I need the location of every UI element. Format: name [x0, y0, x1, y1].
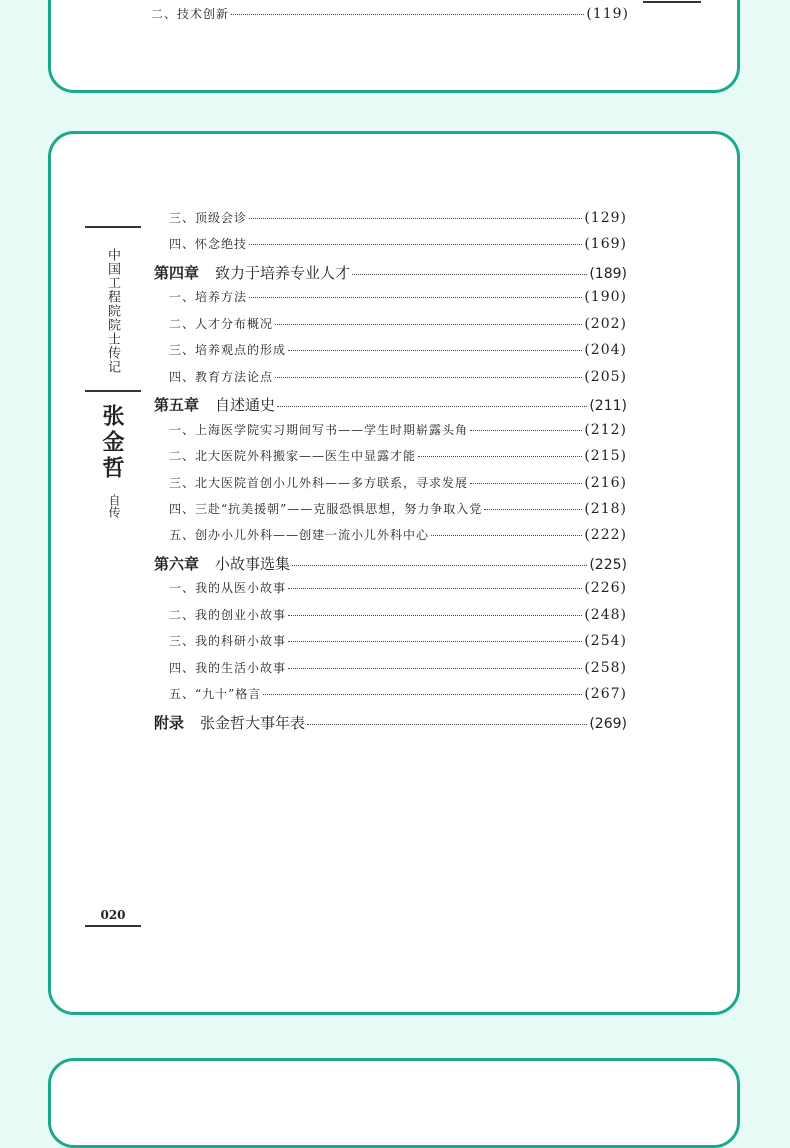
toc-leader-dots: [275, 377, 582, 378]
toc-entry-title: [154, 712, 305, 733]
toc-entry-title: 二、我的创业小故事: [169, 607, 287, 622]
toc-entry-page: (218): [584, 500, 627, 517]
toc-section-row: [169, 421, 627, 438]
toc-section-row: [169, 526, 627, 543]
toc-section-row: [169, 659, 627, 676]
toc-section-row: [169, 500, 627, 517]
toc-entry-title: [154, 394, 275, 415]
toc-section-row: [169, 606, 627, 623]
toc-leader-dots: [288, 668, 582, 669]
chapter-title: 张金哲大事年表: [200, 713, 306, 732]
toc-entry-title: [154, 553, 290, 574]
toc-leader-dots: [263, 694, 582, 695]
book-page-card: [48, 131, 740, 1015]
person-name: 张金哲: [99, 404, 125, 482]
previous-page-card: [48, 0, 740, 93]
toc-entry-title: 五、创办小儿外科——创建一流小儿外科中心: [169, 528, 430, 543]
toc-leader-dots: [288, 641, 582, 642]
chapter-label: 第五章: [154, 396, 200, 415]
toc-chapter-row: [154, 553, 627, 574]
toc-entry-page: (119): [586, 6, 629, 22]
toc-leader-dots: [249, 297, 582, 298]
toc-entry-page: (202): [584, 315, 627, 332]
toc-entry-page: (204): [584, 342, 627, 359]
toc-entry-page: (129): [584, 210, 627, 226]
page-number-rule: [85, 925, 141, 927]
toc-leader-dots: [431, 535, 582, 536]
toc-leader-dots: [470, 430, 582, 431]
toc-entry-title: 一、上海医学院实习期间写书——学生时期崭露头角: [169, 422, 469, 437]
toc-entry-page: (190): [584, 289, 627, 306]
toc-entry: [151, 5, 629, 22]
toc-leader-dots: [249, 218, 582, 219]
toc-entry-page: (267): [584, 686, 627, 703]
toc-entry-title: 三、顶级会诊: [169, 211, 248, 225]
toc-section-row: [169, 341, 627, 358]
toc-leader-dots: [249, 244, 582, 245]
sidebar-mid-rule: [85, 390, 141, 392]
toc-leader-dots: [277, 406, 587, 407]
toc-entry-title: 二、人才分布概况: [169, 316, 274, 331]
toc-entry-page: (225): [589, 556, 627, 573]
toc-entry-page: (254): [584, 633, 627, 650]
toc-leader-dots: [470, 483, 582, 484]
toc-section-row: [169, 579, 627, 596]
subtitle: 自传: [107, 494, 121, 518]
toc-leader-dots: [231, 14, 584, 15]
chapter-title: 致力于培养专业人才: [215, 263, 351, 282]
toc-chapter-row: [154, 394, 627, 415]
toc-entry-title: 四、怀念绝技: [169, 237, 248, 252]
toc-entry-page: (215): [584, 448, 627, 465]
toc-entry-title: 三、培养观点的形成: [169, 343, 287, 358]
toc-entry-page: (258): [584, 659, 627, 676]
toc-leader-dots: [307, 724, 587, 725]
toc-entry-title: 一、我的从医小故事: [169, 581, 287, 596]
toc-entry-title: 四、教育方法论点: [169, 369, 274, 384]
toc-entry-title: 四、三赴“抗美援朝”——克服恐惧思想，努力争取入党: [169, 501, 483, 516]
toc-entry-page: (248): [584, 606, 627, 623]
sidebar-top-rule: [85, 226, 141, 228]
toc-entry-page: (269): [589, 715, 627, 732]
toc-leader-dots: [292, 565, 587, 566]
toc-chapter-row: [154, 712, 627, 733]
toc-entry-page: (169): [584, 236, 627, 253]
toc-leader-dots: [352, 274, 587, 275]
chapter-label: 第六章: [154, 554, 200, 573]
chapter-title: 自述通史: [215, 396, 276, 415]
toc-section-row: [169, 632, 627, 649]
toc-entry-title: 一、培养方法: [169, 290, 248, 305]
toc-entry-title: 三、北大医院首创小儿外科——多方联系，寻求发展: [169, 475, 469, 490]
toc-leader-dots: [288, 588, 582, 589]
toc-section-row: [169, 235, 627, 252]
toc-leader-dots: [288, 350, 582, 351]
toc-section-row: [169, 288, 627, 305]
toc-entry-page: (189): [589, 265, 627, 282]
series-title: 中国工程院院士传记: [105, 248, 120, 374]
toc-entry-page: (226): [584, 580, 627, 597]
toc-section-row: [169, 685, 627, 702]
toc-section-row: [169, 447, 627, 464]
toc-section-row: [169, 368, 627, 385]
chapter-title: 小故事选集: [215, 554, 291, 573]
toc-entry-page: (212): [584, 421, 627, 438]
page-number: 020: [100, 908, 126, 922]
toc-entry-title: 四、我的生活小故事: [169, 660, 287, 675]
toc-entry-page: (222): [584, 527, 627, 544]
toc-entry-title: 三、我的科研小故事: [169, 634, 287, 649]
toc-entry-title: 二、技术创新: [151, 7, 230, 21]
toc-entry-title: 五、“九十”格言: [169, 687, 262, 702]
toc-entry-title: 二、北大医院外科搬家——医生中显露才能: [169, 449, 417, 464]
toc-chapter-row: [154, 262, 627, 283]
toc-leader-dots: [418, 456, 582, 457]
header-rule: [643, 1, 701, 3]
toc-section-row: [169, 474, 627, 491]
toc-leader-dots: [288, 615, 582, 616]
chapter-label: 第四章: [154, 263, 200, 282]
toc-section-row: [169, 315, 627, 332]
next-page-card: [48, 1058, 740, 1148]
chapter-label: 附录: [154, 713, 185, 732]
toc-entry-page: (205): [584, 368, 627, 385]
toc-entry-page: (211): [589, 398, 627, 415]
toc-entry-page: (216): [584, 474, 627, 491]
toc-entry-title: [154, 262, 350, 283]
toc-leader-dots: [275, 324, 582, 325]
toc-section-row: [169, 209, 627, 226]
toc-leader-dots: [484, 509, 582, 510]
